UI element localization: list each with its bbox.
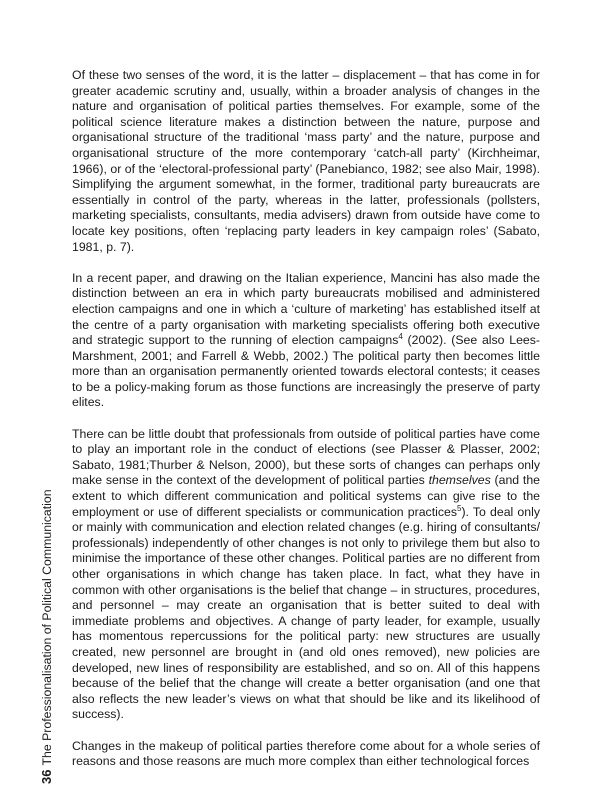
running-header bbox=[40, 489, 54, 784]
paragraph-2-text-b: (2002). (See also Lees-Marshment, 2001; and Farrell & Webb, 2002.) The political party then becomes little more than an organisation permanently oriented towards electoral contests; it ceases to be a policy-making forum as those functions are increasingly the preserve of party elites. bbox=[72, 333, 540, 410]
page-number: 36 bbox=[39, 769, 54, 784]
footnote-ref-5: 5 bbox=[456, 503, 462, 513]
paragraph-3-text-b: (and the extent to which different communication and political systems can give rise to the employment or use of different specialists or communication practices bbox=[72, 473, 541, 519]
paragraph-3-text-a: There can be little doubt that professionals from outside of political parties have come to play an important role in the conduct of elections (see Plasser & Plasser, 2002; Sabato, 1981;Thurber & Nelson, 2000), but these sorts of changes can perhaps only make sense in the context of the development of political parties bbox=[72, 426, 540, 488]
paragraph-3-text-c: ). To deal only or mainly with communication and election related changes (e.g. hiring of consultants/ professionals) independently of other changes is not only to privilege them but also to minimise the importance of these other changes. Political parties are no different from other organisations in which change has taken place. In fact, what they have in common with other organisations is the belief that change – in structures, procedures, and personnel – may create an organisation that is better suited to deal with immediate problems and objectives. A change of party leader, for example, usually has momentous repercussions for the political party: new structures are usually created, new personnel are brought in (and old ones removed), new policies are developed, new lines of responsibility are established, and so on. All of this happens because of the belief that the change will create a better organisation (and one that also reflects the new leader’s views on what that should be like and its likelihood of success). bbox=[72, 504, 540, 722]
body-text bbox=[72, 68, 540, 770]
paragraph-4: Changes in the makeup of political parties therefore come about for a whole series of reasons and those reasons are much more complex than either technological forces bbox=[72, 738, 540, 769]
paragraph-2-text-a: In a recent paper, and drawing on the Italian experience, Mancini has also made the distinction between an era in which party bureaucrats mobilised and administered election campaigns and one in which a ‘culture of marketing’ has established itself at the centre of a party organisation with marketing specialists offering both executive and strategic support to the running of election campaigns bbox=[72, 270, 540, 348]
running-title: The Professionalisation of Political Communication bbox=[40, 489, 54, 766]
paragraph-2 bbox=[72, 271, 540, 411]
paragraph-3-emphasis: themselves bbox=[428, 473, 491, 488]
paragraph-3 bbox=[72, 427, 540, 723]
footnote-ref-4: 4 bbox=[398, 332, 403, 341]
paragraph-1: Of these two senses of the word, it is the latter – displacement – that has come in for greater academic scrutiny and, usually, within a broader analysis of changes in the nature and organisation of political parties themselves. For example, some of the political science literature makes a distinction between the nature, purpose and organisational structure of the traditional ‘mass party’ and the nature, purpose and organisational structure of the more contemporary ‘catch-all party’ (Kirchheimar, 1966), or of the ‘electoral-professional party’ (Panebianco, 1982; see also Mair, 1998). Simplifying the argument somewhat, in the former, traditional party bureaucrats are essentially in control of the party, whereas in the latter, professionals (pollsters, marketing specialists, consultants, media advisers) drawn from outside have come to locate key positions, often ‘replacing party leaders in key campaign roles’ (Sabato, 1981, p. 7). bbox=[72, 68, 540, 254]
